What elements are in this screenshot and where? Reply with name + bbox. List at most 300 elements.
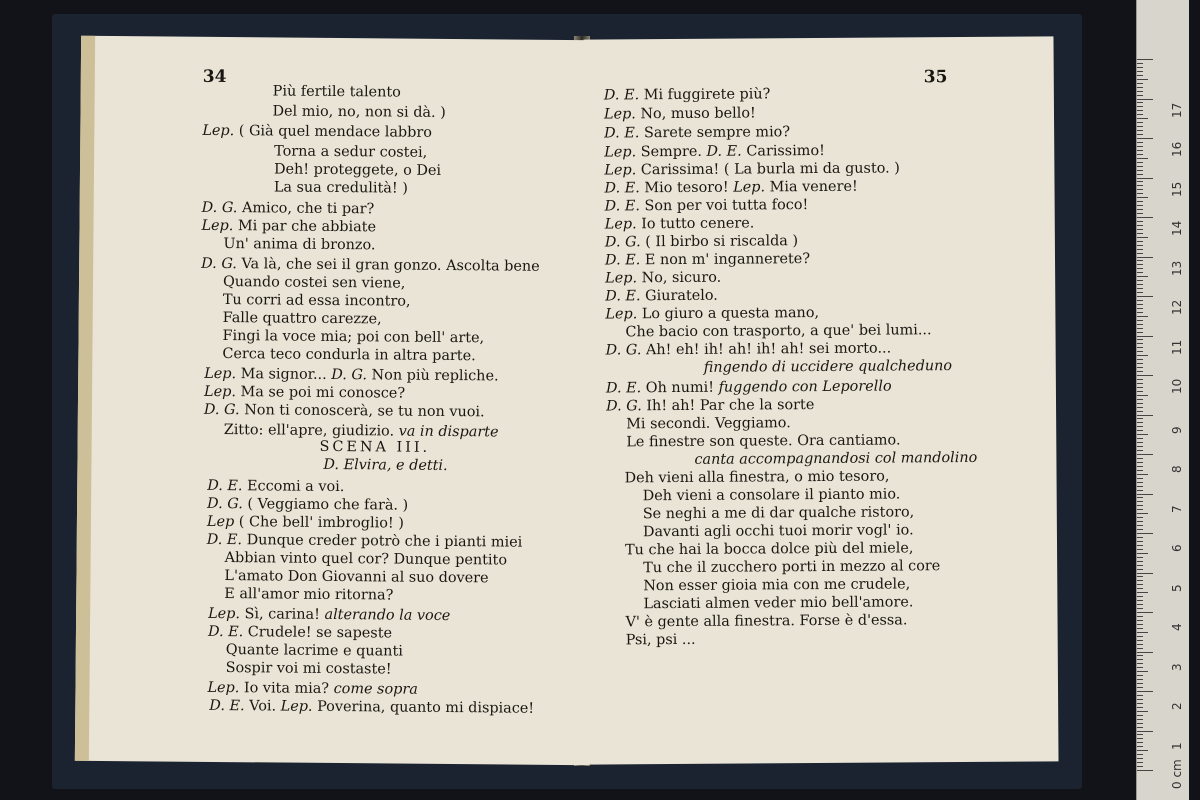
ruler-tick <box>1137 545 1143 546</box>
ruler-tick <box>1137 450 1143 451</box>
dialogue-text: Ma se poi mi conosce? <box>240 384 406 402</box>
ruler-tick <box>1137 762 1143 763</box>
ruler-tick <box>1137 430 1143 431</box>
text-line <box>643 485 901 505</box>
ruler-tick <box>1137 300 1143 301</box>
ruler-tick <box>1137 221 1143 222</box>
dialogue-text: Non ti conoscerà, se tu non vuoi. <box>244 402 485 421</box>
speaker-label: D. G. <box>605 398 642 415</box>
ruler-tick <box>1137 201 1143 202</box>
dialogue-text: Più fertile talento <box>272 83 401 101</box>
speaker-label: D. G. <box>331 366 368 384</box>
ruler-tick <box>1137 699 1143 700</box>
ruler-tick <box>1137 770 1153 771</box>
ruler-tick <box>1137 253 1143 254</box>
dialogue-text: Io tutto cenere. <box>641 215 755 233</box>
ruler-tick <box>1137 170 1143 171</box>
ruler-tick <box>1137 166 1143 167</box>
ruler-tick <box>1137 616 1143 617</box>
ruler-tick <box>1137 742 1143 743</box>
ruler-tick <box>1137 225 1143 226</box>
ruler-tick <box>1137 509 1143 510</box>
ruler-tick <box>1137 659 1143 660</box>
dialogue-text: Sì, carina! <box>244 606 321 623</box>
ruler-tick <box>1137 91 1143 92</box>
text-line <box>202 199 375 219</box>
ruler-tick <box>1137 209 1143 210</box>
ruler-tick <box>1137 667 1143 668</box>
ruler-tick <box>1137 533 1153 534</box>
ruler-tick <box>1137 146 1143 147</box>
ruler-tick <box>1137 355 1148 356</box>
ruler-tick <box>1137 541 1143 542</box>
text-line <box>209 697 534 718</box>
ruler-tick <box>1137 316 1148 317</box>
ruler-label: 0 cm <box>1170 759 1184 789</box>
ruler-tick <box>1137 580 1143 581</box>
ruler-tick <box>1137 106 1143 107</box>
stage-direction: come sopra <box>333 680 418 698</box>
ruler-tick <box>1137 517 1143 518</box>
ruler-tick <box>1137 671 1148 672</box>
ruler-tick <box>1137 604 1143 605</box>
speaker-label: Lep. <box>208 605 241 623</box>
page-number-left: 34 <box>202 66 227 88</box>
ruler-tick <box>1137 174 1143 175</box>
ruler-tick <box>1137 466 1143 467</box>
dialogue-text: Giuratelo. <box>645 287 718 305</box>
ruler-tick <box>1137 766 1143 767</box>
text-line <box>207 495 408 515</box>
dialogue-text: ( Veggiamo che farà. ) <box>247 496 409 514</box>
ruler-tick <box>1137 99 1153 100</box>
text-line <box>207 513 404 533</box>
text-line <box>274 160 441 179</box>
ruler-tick <box>1137 505 1143 506</box>
ruler-tick <box>1137 695 1143 696</box>
text-line <box>606 340 892 360</box>
dialogue-text: Poverina, quanto mi dispiace! <box>317 698 535 717</box>
speaker-label: Lep. <box>204 383 236 401</box>
ruler-tick <box>1137 758 1143 759</box>
text-line <box>207 679 417 699</box>
dialogue-text: Deh vieni a consolare il pianto mio. <box>642 486 901 505</box>
ruler-tick <box>1137 426 1143 427</box>
ruler-tick <box>1137 118 1148 119</box>
ruler-tick <box>1137 387 1143 388</box>
text-line <box>207 477 344 496</box>
dialogue-text: Mi par che abbiate <box>237 218 377 236</box>
dialogue-text: Non più repliche. <box>371 367 499 385</box>
ruler-tick <box>1137 75 1143 76</box>
ruler-tick <box>1137 525 1143 526</box>
dialogue-text: Sarete sempre mio? <box>643 124 791 142</box>
ruler-tick <box>1137 573 1153 574</box>
dialogue-text: Che bacio con trasporto, a que' bei lumi... <box>625 322 932 341</box>
ruler-tick <box>1137 181 1143 182</box>
speaker-label: D. E. <box>207 623 244 641</box>
ruler-tick <box>1137 245 1143 246</box>
speaker-label: D. G. <box>604 234 641 251</box>
ruler-tick <box>1137 553 1148 554</box>
ruler-tick <box>1137 308 1143 309</box>
ruler-tick <box>1137 723 1143 724</box>
text-line <box>625 321 931 341</box>
ruler-tick <box>1137 217 1153 218</box>
measuring-ruler <box>1136 0 1189 800</box>
dialogue-text: Tu corri ad essa incontro, <box>222 292 411 310</box>
ruler-tick <box>1137 434 1148 435</box>
ruler-tick <box>1137 126 1143 127</box>
text-line <box>604 85 771 104</box>
dialogue-text: Crudele! se sapeste <box>247 624 393 642</box>
text-line <box>643 575 910 595</box>
ruler-tick <box>1137 640 1143 641</box>
ruler-tick <box>1137 521 1143 522</box>
ruler-tick <box>1137 71 1143 72</box>
ruler-tick <box>1137 569 1143 570</box>
ruler-label: 5 <box>1170 583 1184 592</box>
speaker-label: Lep. <box>604 144 637 161</box>
ruler-tick <box>1137 197 1148 198</box>
ruler-tick <box>1137 229 1143 230</box>
ruler-tick <box>1137 296 1153 297</box>
dialogue-text: Deh! proteggete, o Dei <box>273 161 442 179</box>
ruler-label: 8 <box>1170 465 1184 473</box>
ruler-tick <box>1137 600 1143 601</box>
speaker-label: Lep. <box>201 217 234 235</box>
dialogue-text: Falle quattro carezze, <box>222 310 382 328</box>
text-line <box>223 309 382 328</box>
ruler-tick <box>1137 114 1143 115</box>
text-line <box>201 217 376 237</box>
ruler-tick <box>1137 648 1143 649</box>
ruler-label: 16 <box>1170 141 1184 157</box>
dialogue-text: Ah! eh! ih! ah! ih! ah! sei morto... <box>645 340 892 359</box>
dialogue-text: Voi. <box>249 698 281 715</box>
ruler-tick <box>1137 185 1143 186</box>
ruler-tick <box>1137 675 1143 676</box>
ruler-tick <box>1137 324 1143 325</box>
ruler-label: 11 <box>1170 339 1184 355</box>
dialogue-text: Carissimo! <box>746 142 825 160</box>
stage-direction: fuggendo con Leporello <box>718 378 892 396</box>
ruler-tick <box>1137 636 1143 637</box>
ruler-tick <box>1137 268 1143 269</box>
ruler-label: 4 <box>1170 623 1184 631</box>
dialogue-text: Abbian vinto quel cor? Dunque pentito <box>224 550 508 569</box>
speaker-label: D. E. <box>207 477 243 495</box>
ruler-tick <box>1137 312 1143 313</box>
ruler-tick <box>1137 102 1143 103</box>
text-line <box>224 585 393 604</box>
text-line <box>605 304 819 323</box>
speaker-label: D. G. <box>201 199 238 217</box>
text-line <box>625 611 907 631</box>
text-line <box>643 557 940 577</box>
text-line <box>202 122 432 142</box>
ruler-tick <box>1137 407 1143 408</box>
text-line <box>204 383 405 403</box>
speaker-label: Lep. <box>204 365 237 383</box>
text-line <box>208 605 450 625</box>
ruler-tick <box>1137 608 1143 609</box>
speaker-label: Lep. <box>280 698 313 715</box>
speaker-label: D. E. <box>605 288 641 305</box>
ruler-tick <box>1137 351 1143 352</box>
text-line <box>643 521 914 541</box>
ruler-tick <box>1137 438 1143 439</box>
dialogue-text: E all'amor mio ritorna? <box>224 586 394 604</box>
ruler-tick <box>1137 687 1143 688</box>
text-line <box>323 456 447 475</box>
ruler-tick <box>1137 415 1153 416</box>
ruler-tick <box>1137 110 1143 111</box>
text-line <box>643 593 913 613</box>
ruler-tick <box>1137 257 1153 258</box>
ruler-tick <box>1137 328 1143 329</box>
dialogue-text: Ih! ah! Par che la sorte <box>646 397 815 415</box>
ruler-tick <box>1137 158 1148 159</box>
ruler-label: 9 <box>1170 425 1184 434</box>
dialogue-text: L'amato Don Giovanni al suo dovere <box>224 568 489 587</box>
dialogue-text: Mio tesoro! <box>644 179 734 197</box>
ruler-tick <box>1137 557 1143 558</box>
dialogue-text: V' è gente alla finestra. Forse è d'essa. <box>625 612 908 631</box>
dialogue-text: Oh numi! <box>645 379 719 397</box>
ruler-tick <box>1137 478 1143 479</box>
text-line <box>604 178 857 198</box>
dialogue-text: Lasciati almen veder mio bell'amore. <box>643 594 914 613</box>
ruler-tick <box>1137 189 1143 190</box>
ruler-tick <box>1137 462 1143 463</box>
ruler-tick <box>1137 193 1143 194</box>
ruler-tick <box>1137 482 1143 483</box>
text-line <box>625 539 914 559</box>
ruler-tick <box>1137 237 1148 238</box>
ruler-label: 1 <box>1170 741 1184 750</box>
speaker-label: Lep. <box>603 106 636 123</box>
dialogue-text: Le finestre son queste. Ora cantiamo. <box>626 432 901 451</box>
ruler-tick <box>1137 711 1148 712</box>
text-line <box>604 123 790 142</box>
ruler-tick <box>1137 458 1143 459</box>
speaker-label: D. E. <box>206 531 243 549</box>
speaker-label: D. G. <box>203 401 240 419</box>
text-line <box>694 449 977 469</box>
ruler-label: 10 <box>1170 378 1184 394</box>
ruler-tick <box>1137 284 1143 285</box>
ruler-label: 13 <box>1170 260 1184 276</box>
dialogue-text: Davanti agli occhi tuoi morir vogl' io. <box>642 522 914 541</box>
dialogue-text: Io vita mia? <box>243 680 330 697</box>
text-line <box>223 291 411 311</box>
ruler-tick <box>1137 620 1143 621</box>
ruler-tick <box>1137 624 1143 625</box>
dialogue-text: Va là, che sei il gran gonzo. Ascolta bene <box>241 256 540 275</box>
ruler-label: 3 <box>1170 662 1184 671</box>
ruler-tick <box>1137 596 1143 597</box>
ruler-tick <box>1137 470 1143 471</box>
text-line <box>605 287 718 306</box>
dialogue-text: ( Già quel mendace labbro <box>238 123 432 141</box>
text-line <box>605 214 755 233</box>
ruler-tick <box>1137 549 1143 550</box>
ruler-tick <box>1137 644 1143 645</box>
ruler-label: 7 <box>1170 504 1184 513</box>
text-line <box>274 142 427 161</box>
dialogue-text: Sempre. <box>640 143 707 161</box>
ruler-tick <box>1137 746 1143 747</box>
ruler-tick <box>1137 379 1143 380</box>
text-line <box>223 235 375 254</box>
ruler-tick <box>1137 537 1143 538</box>
ruler-label: 14 <box>1170 220 1184 236</box>
dialogue-text: Non esser gioia mia con me crudele, <box>643 576 911 595</box>
dialogue-text: No, sicuro. <box>641 269 722 287</box>
dialogue-text: Mi secondi. Veggiamo. <box>626 415 791 433</box>
ruler-tick <box>1137 150 1143 151</box>
text-line <box>626 431 900 451</box>
ruler-tick <box>1137 260 1143 261</box>
text-line <box>208 623 392 643</box>
ruler-tick <box>1137 655 1143 656</box>
speaker-label: D. G. <box>207 495 243 513</box>
text-line <box>626 414 791 433</box>
speaker-label: Lep. <box>605 270 638 287</box>
ruler-tick <box>1137 497 1143 498</box>
ruler-tick <box>1137 422 1143 423</box>
ruler-tick <box>1137 663 1143 664</box>
ruler-tick <box>1137 628 1143 629</box>
ruler-tick <box>1137 87 1143 88</box>
text-line <box>224 567 488 587</box>
ruler-tick <box>1137 178 1153 179</box>
ruler-tick <box>1137 142 1143 143</box>
dialogue-text: Son per voi tutta foco! <box>644 197 809 215</box>
speaker-label: D. E. <box>706 143 742 160</box>
ruler-tick <box>1137 292 1143 293</box>
dialogue-text: Fingi la voce mia; poi con bell' arte, <box>222 328 485 347</box>
ruler-tick <box>1137 59 1153 60</box>
ruler-tick <box>1137 529 1143 530</box>
ruler-tick <box>1137 241 1143 242</box>
dialogue-text: Lo giuro a questa mano, <box>641 305 820 323</box>
ruler-tick <box>1137 679 1143 680</box>
ruler-label: 6 <box>1170 544 1184 552</box>
speaker-label: D. E. <box>604 252 641 269</box>
dialogue-text: ( Che bell' imbroglio! ) <box>238 514 404 532</box>
ruler-tick <box>1137 367 1143 368</box>
ruler-tick <box>1137 67 1143 68</box>
text-line <box>605 269 721 288</box>
dialogue-text: Tu che il zucchero porti in mezzo al core <box>643 558 941 577</box>
ruler-tick <box>1137 399 1143 400</box>
ruler-tick <box>1137 79 1148 80</box>
text-line <box>606 396 814 415</box>
dialogue-text: Quante lacrime e quanti <box>225 642 403 660</box>
dialogue-text: ( Il birbo si riscalda ) <box>645 233 799 251</box>
text-line <box>624 468 889 488</box>
ruler-tick <box>1137 162 1143 163</box>
ruler-tick <box>1137 249 1143 250</box>
text-line <box>226 659 392 678</box>
speaker-label: Lep. <box>604 162 637 179</box>
ruler-tick <box>1137 363 1143 364</box>
ruler-tick <box>1137 707 1143 708</box>
dialogue-text: Un' anima di bronzo. <box>223 236 376 254</box>
ruler-tick <box>1137 95 1143 96</box>
ruler-tick <box>1137 446 1143 447</box>
ruler-tick <box>1137 754 1143 755</box>
ruler-tick <box>1137 347 1143 348</box>
text-line <box>320 438 431 457</box>
ruler-tick <box>1137 565 1143 566</box>
ruler-tick <box>1137 738 1143 739</box>
stage-direction: va in disparte <box>398 423 499 441</box>
ruler-tick <box>1137 63 1143 64</box>
ruler-tick <box>1137 612 1153 613</box>
ruler-tick <box>1137 501 1143 502</box>
text-line <box>204 401 485 421</box>
ruler-tick <box>1137 371 1143 372</box>
dialogue-text: Deh vieni alla finestra, o mio tesoro, <box>624 468 890 487</box>
text-line <box>273 82 401 101</box>
speaker-label: Lep. <box>202 122 235 140</box>
ruler-tick <box>1137 592 1148 593</box>
ruler-tick <box>1137 233 1143 234</box>
ruler-tick <box>1137 134 1143 135</box>
ruler-tick <box>1137 652 1153 653</box>
ruler-tick <box>1137 715 1143 716</box>
dialogue-text: Amico, che ti par? <box>241 200 375 218</box>
dialogue-text: Eccomi a voi. <box>247 478 345 496</box>
ruler-tick <box>1137 83 1143 84</box>
dialogue-text: Mi fuggirete più? <box>643 86 771 104</box>
ruler-tick <box>1137 280 1143 281</box>
text-line <box>222 327 484 347</box>
stage-direction: D. Elvira, e detti. <box>323 456 448 474</box>
ruler-label: 12 <box>1170 299 1184 315</box>
speaker-label: D. E. <box>604 180 640 197</box>
dialogue-text: Se neghi a me di dar qualche ristoro, <box>642 504 915 523</box>
text-line <box>605 196 809 215</box>
text-line <box>272 102 445 122</box>
dialogue-text: Dunque creder potrò che i pianti miei <box>246 532 523 551</box>
ruler-tick <box>1137 332 1143 333</box>
ruler-tick <box>1137 395 1148 396</box>
ruler-tick <box>1137 411 1143 412</box>
ruler-tick <box>1137 584 1143 585</box>
text-line <box>226 641 403 661</box>
ruler-tick <box>1137 391 1143 392</box>
dialogue-text: Del mio, no, non si dà. ) <box>272 103 446 121</box>
text-line <box>626 631 696 649</box>
ruler-tick <box>1137 205 1143 206</box>
ruler-tick <box>1137 576 1143 577</box>
speaker-label: Lep. <box>733 179 766 196</box>
dialogue-text: La sua credulità! ) <box>273 179 408 197</box>
ruler-tick <box>1137 588 1143 589</box>
ruler-tick <box>1137 683 1143 684</box>
ruler-tick <box>1137 719 1143 720</box>
text-line <box>605 232 798 251</box>
ruler-tick <box>1137 750 1148 751</box>
dialogue-text: Sospir voi mi costaste! <box>225 660 392 678</box>
speaker-label: D. E. <box>604 198 640 215</box>
speaker-label: D. E. <box>209 697 245 715</box>
text-line <box>274 178 408 197</box>
